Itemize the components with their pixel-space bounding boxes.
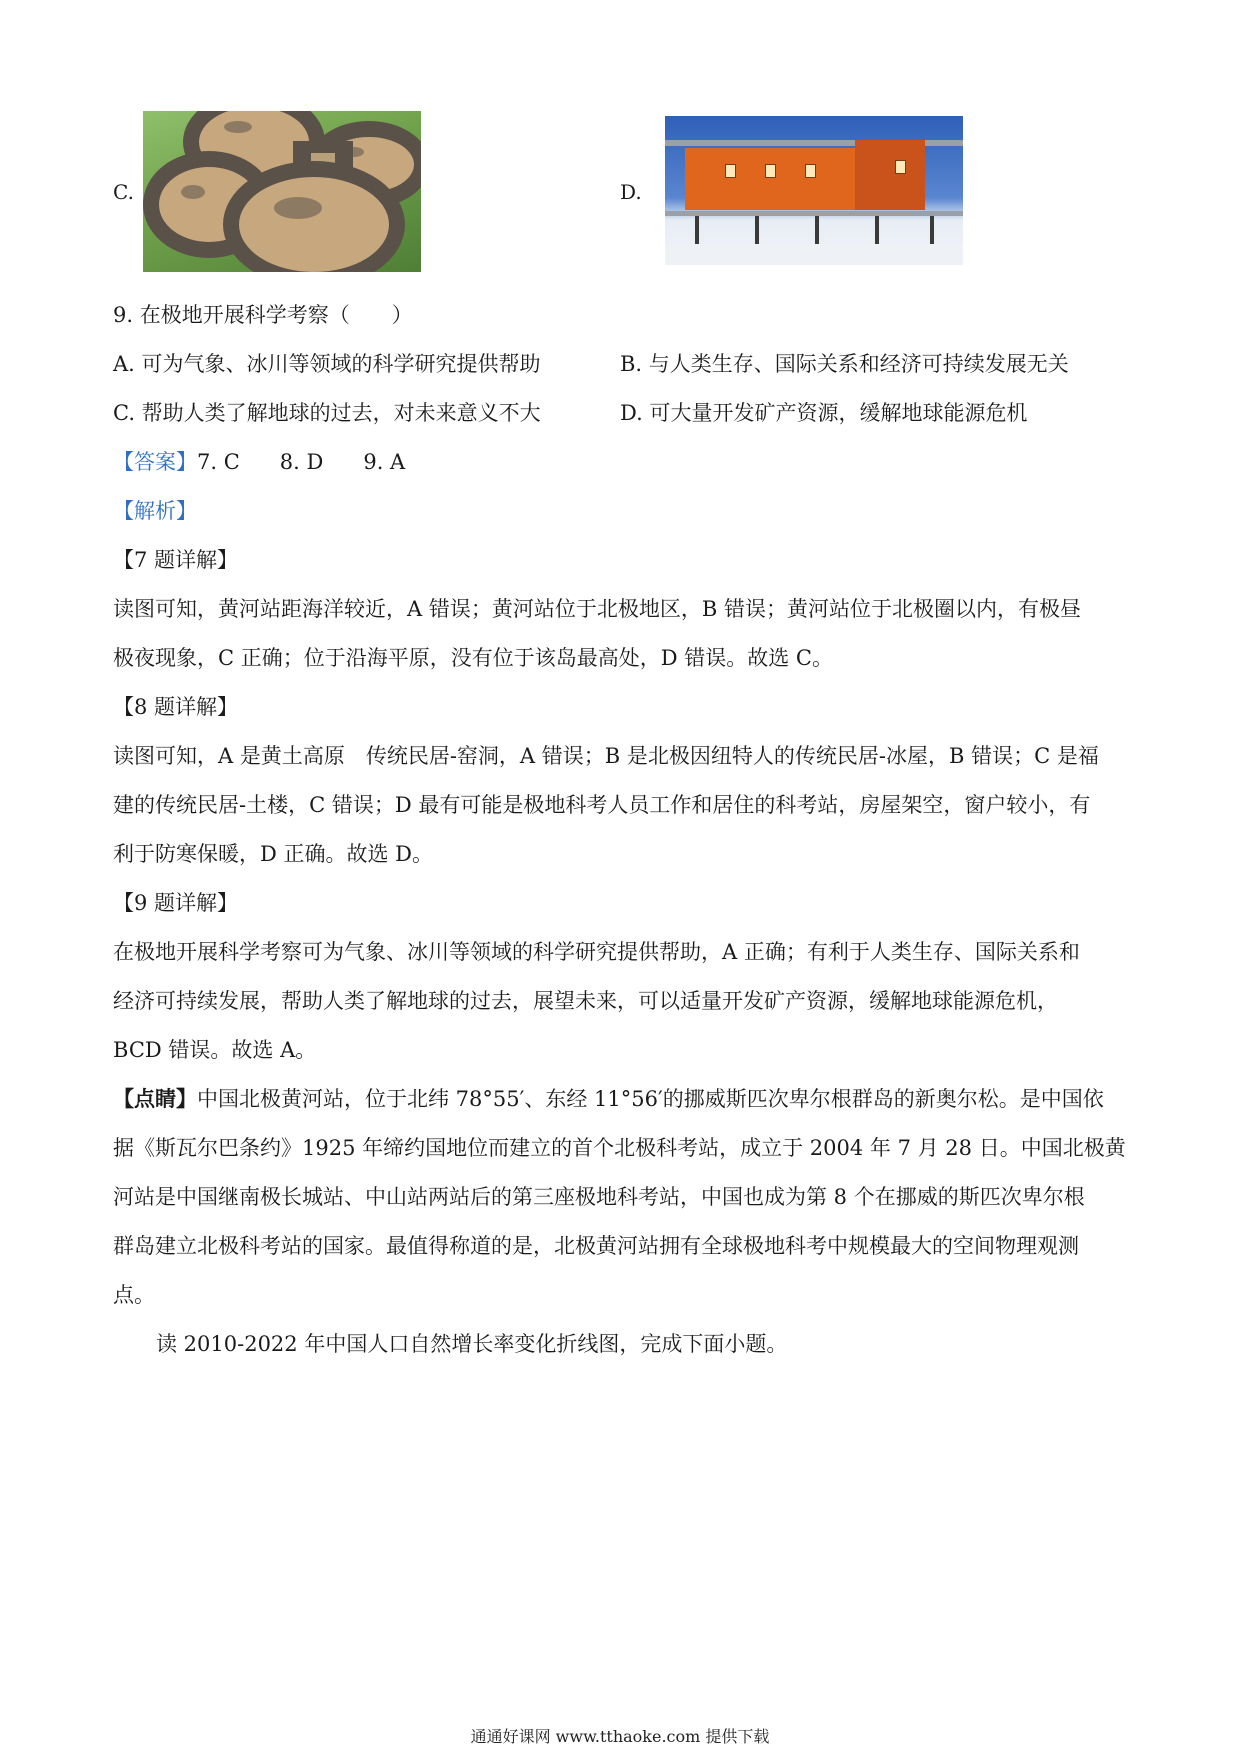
note-line: 群岛建立北极科考站的国家。最值得称道的是，北极黄河站拥有全球极地科考中规模最大的空间物理观测: [113, 1234, 1079, 1258]
question-9-stem: 9. 在极地开展科学考察（ ）: [113, 303, 413, 327]
research-station-photo: [665, 116, 963, 265]
question-9-option-a: A. 可为气象、冰川等领域的科学研究提供帮助: [113, 352, 541, 376]
q9-line: BCD 错误。故选 A。: [113, 1038, 317, 1062]
question-9-option-b: B. 与人类生存、国际关系和经济可持续发展无关: [620, 352, 1069, 376]
answer-row: [113, 448, 405, 476]
answer-tag: 【答案】: [113, 450, 197, 474]
note-line: 点。: [113, 1283, 155, 1307]
q9-line: 在极地开展科学考察可为气象、冰川等领域的科学研究提供帮助，A 正确；有利于人类生存、国际关系和: [113, 940, 1080, 964]
question-9-option-c: C. 帮助人类了解地球的过去，对未来意义不大: [113, 401, 541, 425]
q7-title: 【7 题详解】: [113, 548, 239, 572]
q8-title: 【8 题详解】: [113, 695, 239, 719]
q9-title: 【9 题详解】: [113, 891, 239, 915]
q8-line: 利于防寒保暖，D 正确。故选 D。: [113, 842, 434, 866]
q7-line: 读图可知，黄河站距海洋较近，A 错误；黄河站位于北极地区，B 错误；黄河站位于北极圈以内，有极昼: [113, 597, 1081, 621]
note-text: 中国北极黄河站，位于北纬 78°55′、东经 11°56′的挪威斯匹次卑尔根群岛的新奥尔松。是中国依: [197, 1087, 1104, 1111]
q8-line: 建的传统民居-土楼，C 错误；D 最有可能是极地科考人员工作和居住的科考站，房屋架空，窗户较小，有: [113, 793, 1091, 817]
tulou-photo: [143, 111, 421, 272]
station-orange-module: [855, 140, 925, 210]
station-orange-module: [685, 148, 855, 210]
option-d-label: D.: [620, 180, 642, 204]
q9-line: 经济可持续发展，帮助人类了解地球的过去，展望未来，可以适量开发矿产资源，缓解地球能源危机，: [113, 989, 1058, 1013]
answer-item: 7. C: [197, 450, 240, 474]
page-footer: 通通好课网 www.tthaoke.com 提供下载: [470, 1727, 770, 1746]
analysis-tag: 【解析】: [113, 499, 197, 523]
next-question-intro: 读 2010-2022 年中国人口自然增长率变化折线图，完成下面小题。: [156, 1332, 788, 1356]
note-line: 河站是中国继南极长城站、中山站两站后的第三座极地科考站，中国也成为第 8 个在挪威的斯匹次卑尔根: [113, 1185, 1085, 1209]
note-first-line: [113, 1085, 1104, 1113]
note-tag: 【点睛】: [113, 1086, 197, 1111]
answer-item: 8. D: [279, 450, 324, 474]
q8-line: 读图可知，A 是黄土高原 传统民居-窑洞，A 错误；B 是北极因纽特人的传统民居-冰屋，B 错误；C 是福: [113, 744, 1099, 768]
q7-line: 极夜现象，C 正确；位于沿海平原，没有位于该岛最高处，D 错误。故选 C。: [113, 646, 833, 670]
question-9-option-d: D. 可大量开发矿产资源，缓解地球能源危机: [620, 401, 1028, 425]
answer-item: 9. A: [363, 450, 406, 474]
option-c-label: C.: [113, 180, 134, 204]
note-line: 据《斯瓦尔巴条约》1925 年缔约国地位而建立的首个北极科考站，成立于 2004 年 7 月 28 日。中国北极黄: [113, 1136, 1126, 1160]
